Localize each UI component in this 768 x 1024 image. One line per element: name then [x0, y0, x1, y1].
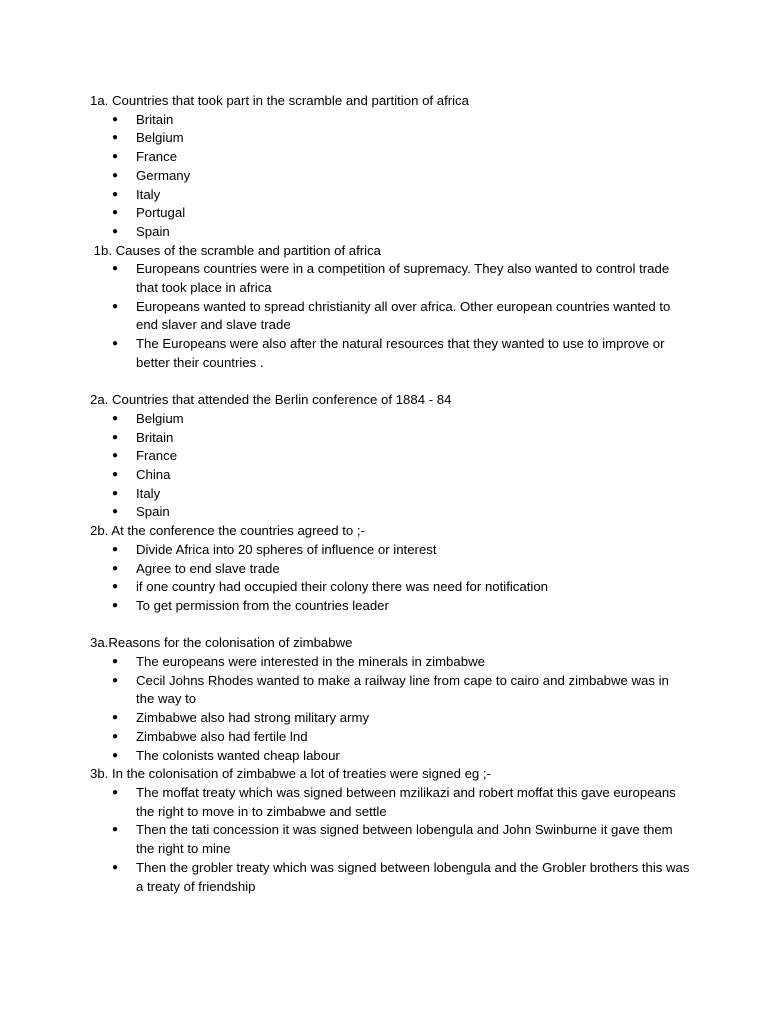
list-item: ● France	[90, 148, 690, 167]
paragraph-gap	[90, 616, 690, 635]
document-body	[90, 92, 690, 896]
list-item: ● Belgium	[90, 410, 690, 429]
list-item: ● Portugal	[90, 204, 690, 223]
list-item: ● The europeans were interested in the minerals in zimbabwe	[90, 653, 690, 672]
list-item: ● Europeans countries were in a competition of supremacy. They also wanted to control trade that took place in africa	[90, 260, 690, 297]
list-2a	[90, 410, 690, 522]
list-item: ● Britain	[90, 429, 690, 448]
list-3a	[90, 653, 690, 765]
list-3b	[90, 784, 690, 896]
list-item: ● The Europeans were also after the natural resources that they wanted to use to improve or better their countries .	[90, 335, 690, 372]
list-item: ● Belgium	[90, 129, 690, 148]
heading-3b: 3b. In the colonisation of zimbabwe a lot of treaties were signed eg ;-	[90, 766, 491, 782]
list-item: ● Then the tati concession it was signed between lobengula and John Swinburne it gave them the right to mine	[90, 821, 690, 858]
list-item: ● Britain	[90, 111, 690, 130]
list-item: ● China	[90, 466, 690, 485]
list-item: ● if one country had occupied their colony there was need for notification	[90, 578, 690, 597]
heading-2a: 2a. Countries that attended the Berlin conference of 1884 - 84	[90, 392, 452, 408]
list-item: ● Cecil Johns Rhodes wanted to make a railway line from cape to cairo and zimbabwe was in the way to	[90, 672, 690, 709]
heading-3a: 3a.Reasons for the colonisation of zimbabwe	[90, 635, 353, 651]
list-item: ● Germany	[90, 167, 690, 186]
heading-1b: 1b. Causes of the scramble and partition of africa	[90, 242, 382, 258]
list-item: ● Spain	[90, 503, 690, 522]
list-item: ● To get permission from the countries leader	[90, 597, 690, 616]
list-item: ● Agree to end slave trade	[90, 560, 690, 579]
list-item: ● Europeans wanted to spread christianity all over africa. Other european countries wanted to end slaver and slave trade	[90, 298, 690, 335]
list-item: ● Zimbabwe also had strong military army	[90, 709, 690, 728]
list-2b	[90, 541, 690, 616]
list-item: ● France	[90, 447, 690, 466]
list-item: ● Italy	[90, 186, 690, 205]
list-item: ● Zimbabwe also had fertile lnd	[90, 728, 690, 747]
list-1a	[90, 111, 690, 242]
list-item: ● Spain	[90, 223, 690, 242]
list-item: ● The colonists wanted cheap labour	[90, 747, 690, 766]
paragraph-gap	[90, 373, 690, 392]
list-item: ● Then the grobler treaty which was signed between lobengula and the Grobler brothers this was a treaty of friendship	[90, 859, 690, 896]
list-1b	[90, 260, 690, 372]
list-item: ● Italy	[90, 485, 690, 504]
list-item: ● The moffat treaty which was signed between mzilikazi and robert moffat this gave europeans the right to move in to zimbabwe and settle	[90, 784, 690, 821]
heading-1a: 1a. Countries that took part in the scramble and partition of africa	[90, 93, 469, 108]
heading-2b: 2b. At the conference the countries agreed to ;-	[90, 523, 365, 539]
list-item: ● Divide Africa into 20 spheres of influence or interest	[90, 541, 690, 560]
